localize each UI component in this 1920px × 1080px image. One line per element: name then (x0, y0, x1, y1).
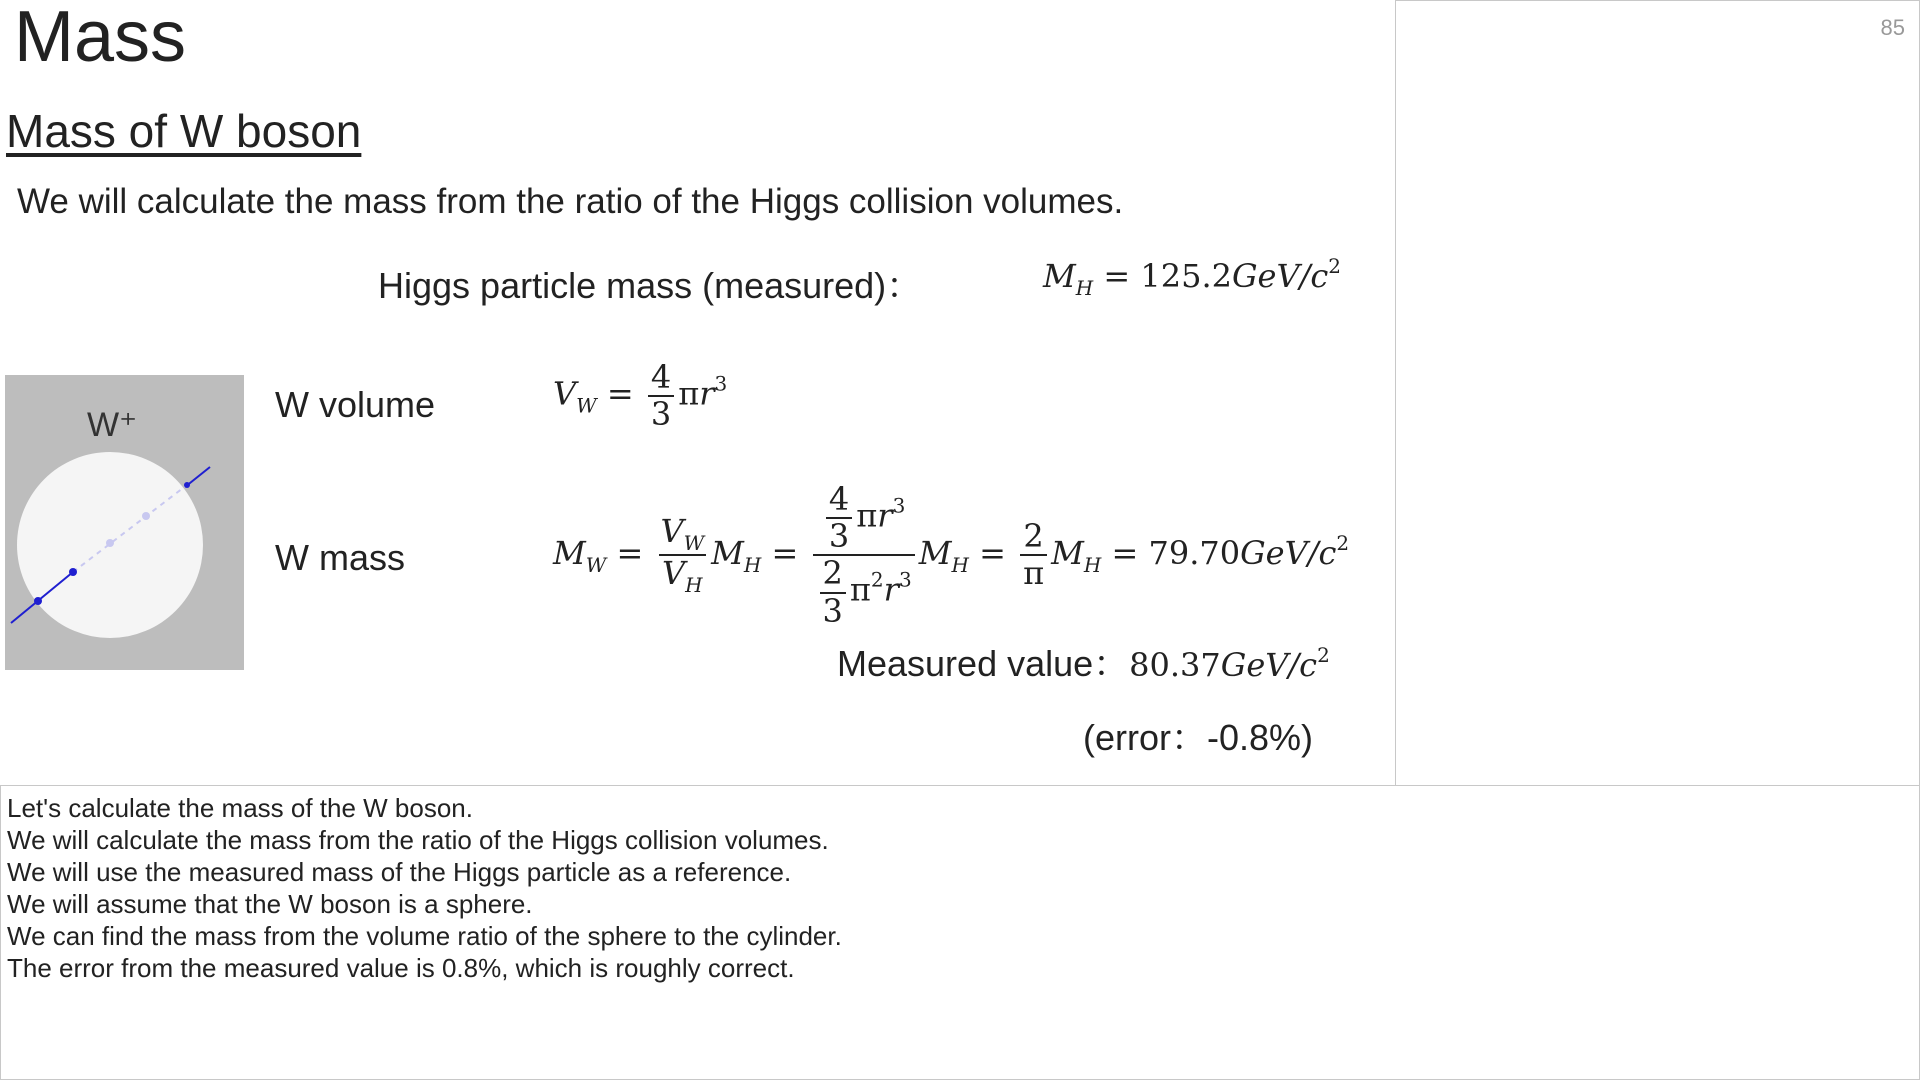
notes-line: We will assume that the W boson is a sphere. (7, 889, 533, 919)
track-point-4 (142, 512, 150, 520)
track-point-5 (184, 482, 190, 488)
figure-label: W⁺ (87, 406, 138, 444)
notes-line: We will calculate the mass from the ratio of the Higgs collision volumes. (7, 825, 829, 855)
w-boson-figure (5, 375, 244, 670)
w-volume-label: W volume (275, 384, 436, 425)
track-point-2 (69, 568, 77, 576)
w-mass-result: 79.70 (1148, 533, 1241, 572)
track-point-3 (106, 539, 114, 547)
notes-line: We can find the mass from the volume ratio of the sphere to the cylinder. (7, 921, 842, 951)
notes-text[interactable] (7, 792, 842, 984)
intro-text: We will calculate the mass from the ratio of the Higgs collision volumes. (17, 182, 1124, 221)
higgs-mass-value: 125.2 (1140, 257, 1232, 295)
error-text: (error：-0.8%) (1083, 717, 1314, 758)
w-mass-formula: $M_W$ = $\frac{V_W}{V_H}$ $M_H$ = $\frac{4}{3}$ $\pi r^3$ $\frac{2}{3}$ $\pi^2r^3$ $M_H$ = $\frac{2}{\pi}$ $M_H = 79.70GeV/c^2$ (553, 480, 1350, 630)
measured-label: Measured value： (837, 643, 1130, 684)
notes-line: We will use the measured mass of the Higgs particle as a reference. (7, 857, 792, 887)
notes-line: The error from the measured value is 0.8%, which is roughly correct. (7, 953, 795, 983)
notes-line: Let's calculate the mass of the W boson. (7, 793, 473, 823)
page-number: 85 (1880, 15, 1905, 40)
speaker-notes-panel[interactable] (0, 785, 1920, 1080)
measured-line: Measured value：80.37GeV/c2 (837, 643, 1330, 684)
slide-side-panel (1395, 0, 1920, 786)
slide-subtitle: Mass of W boson (6, 105, 362, 157)
track-point-1 (34, 597, 42, 605)
slide-title: Mass (14, 0, 187, 77)
w-volume-formula: $V_W$ = $\frac{4}{3}$ $\pi r^3$ (553, 358, 728, 434)
higgs-mass-label: Higgs particle mass (measured)： (378, 265, 923, 306)
unit-gev: GeV (1231, 257, 1300, 295)
w-mass-label: W mass (275, 537, 405, 578)
higgs-mass-formula: $M_H = 125.2GeV/c^2$ (1043, 254, 1342, 300)
measured-value: 80.37 (1129, 646, 1221, 684)
